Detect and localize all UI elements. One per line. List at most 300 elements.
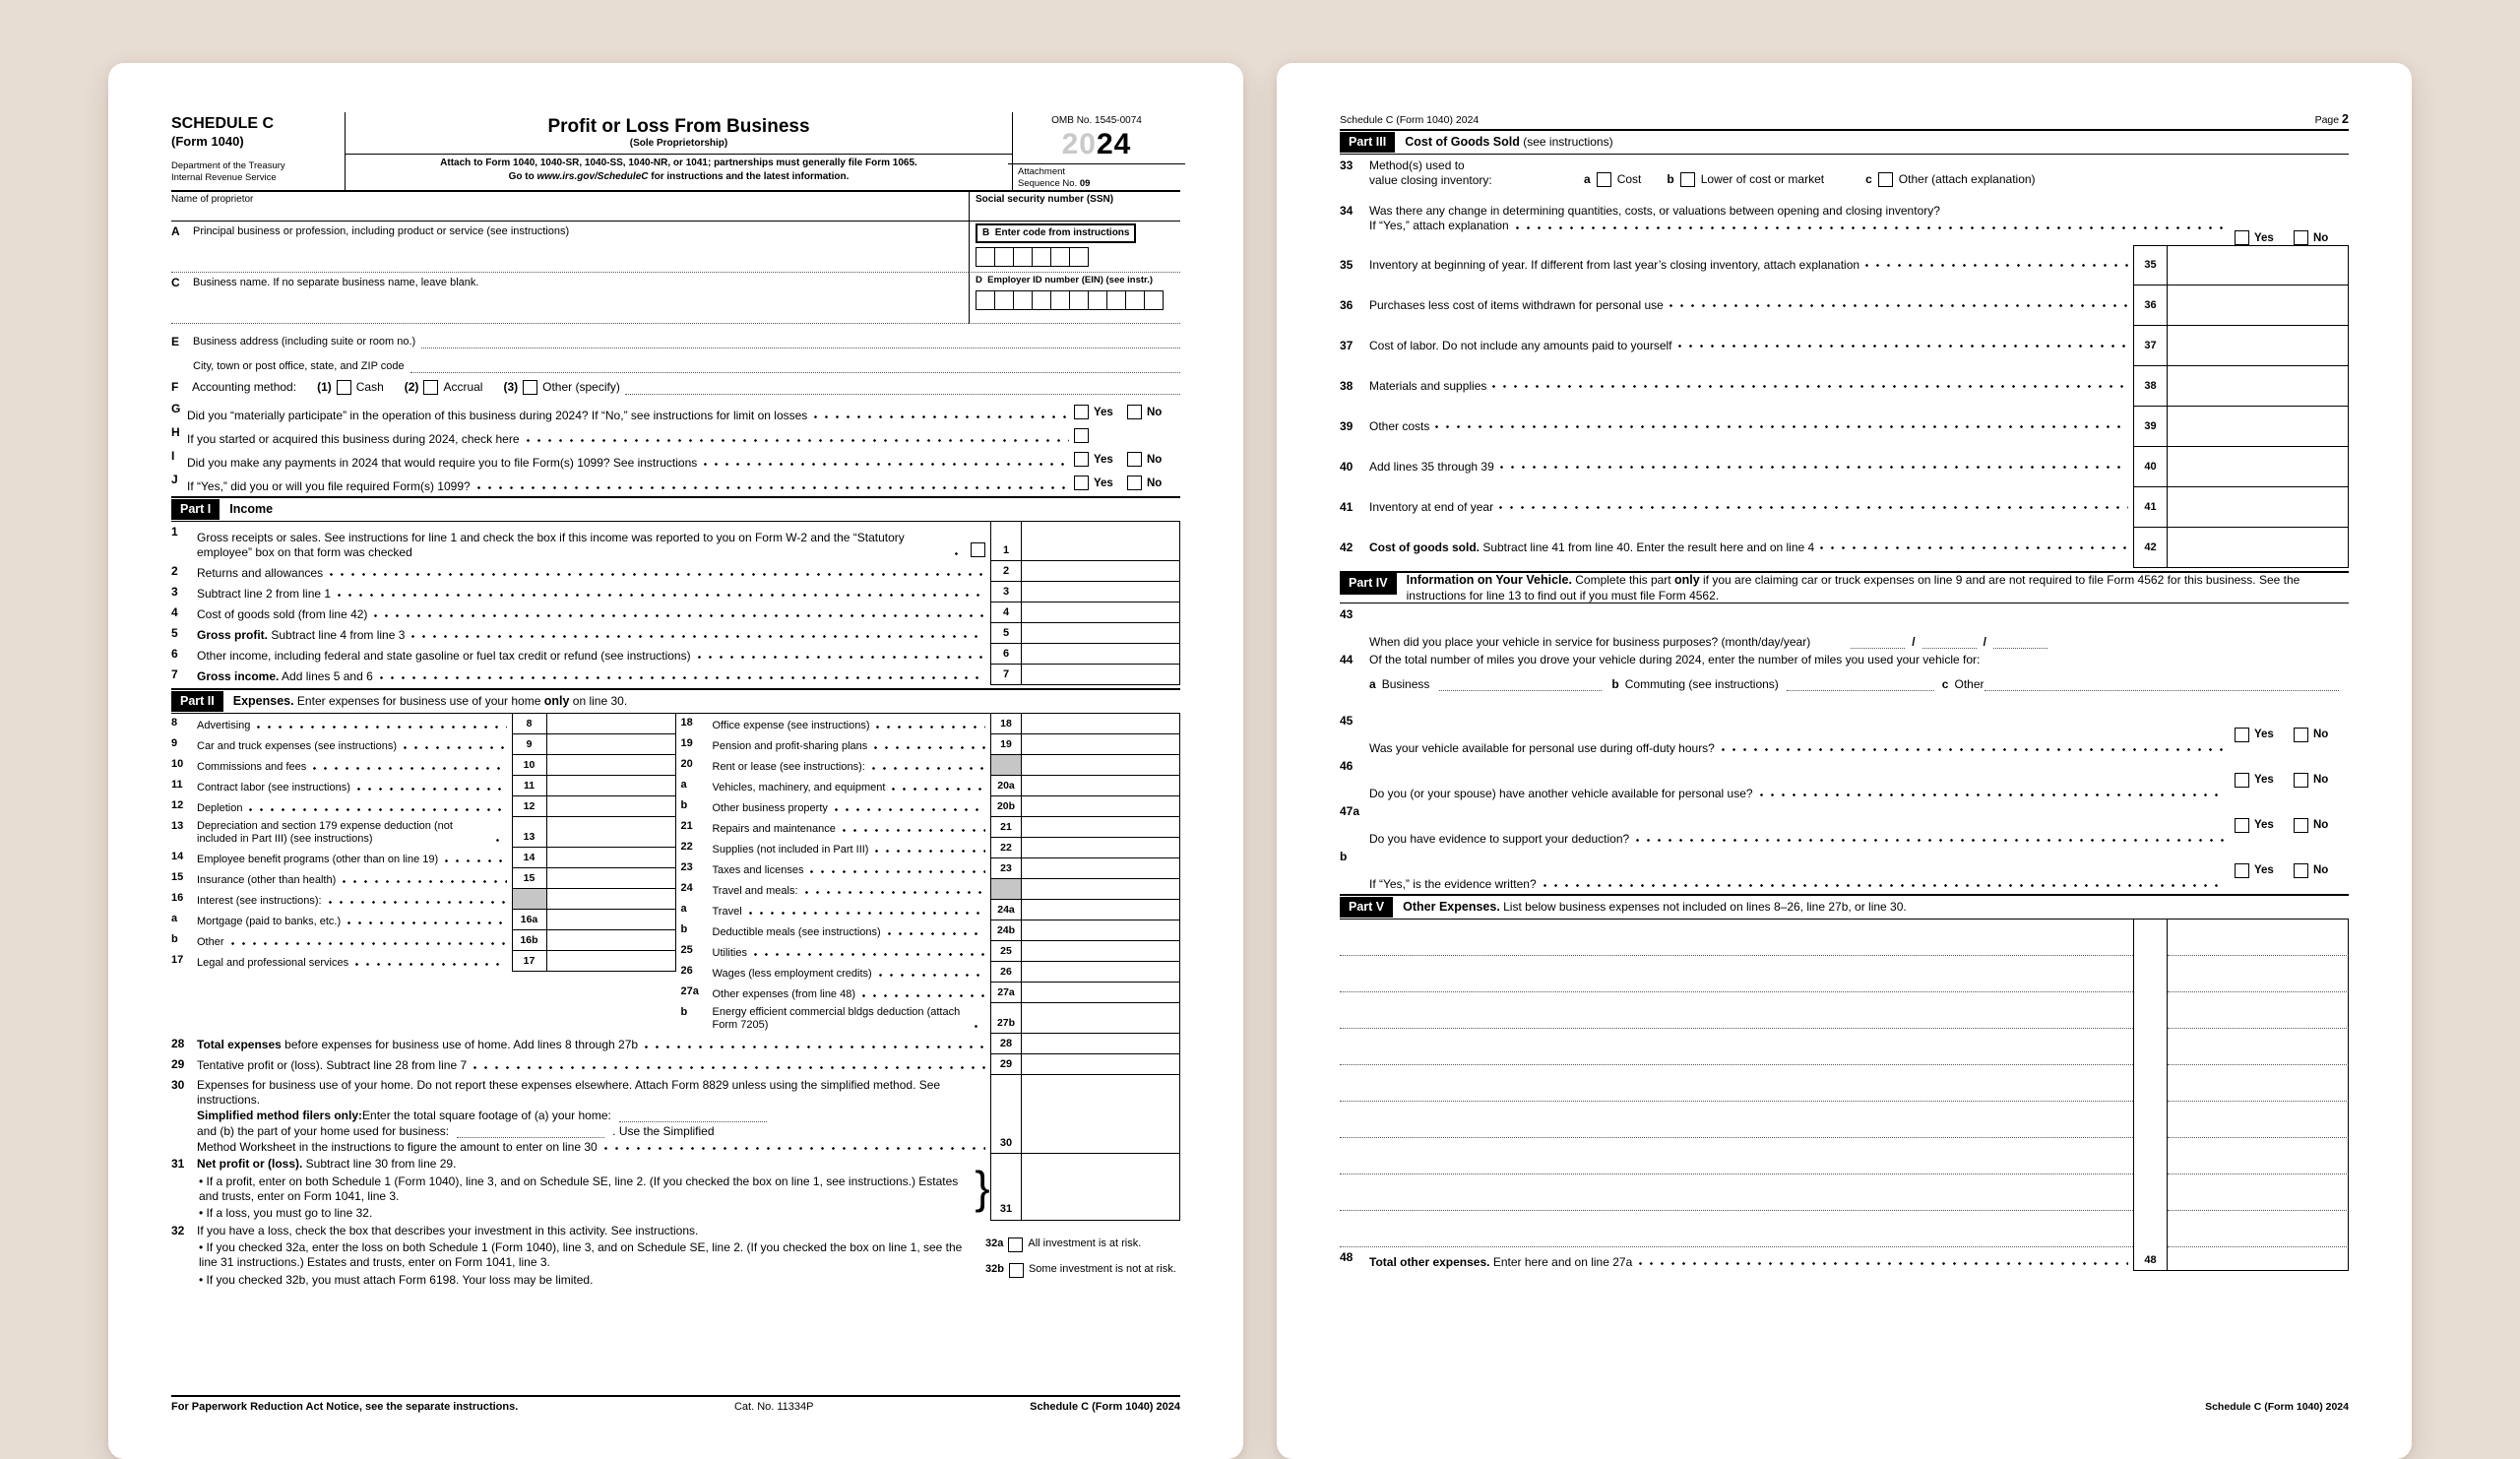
expense-line-number: b [680, 923, 688, 936]
expense-row [676, 714, 1181, 734]
amount-field[interactable] [2168, 326, 2349, 366]
expense-amount-field[interactable] [547, 910, 676, 930]
other-expense-description-field[interactable] [1340, 920, 2133, 956]
expense-label: Vehicles, machinery, and equipment [712, 782, 886, 794]
ein-digit-cell[interactable] [1050, 290, 1070, 310]
expense-label: Repairs and maintenance [712, 823, 836, 836]
line-cell: 36 [2133, 285, 2168, 326]
line-34-yes-checkbox[interactable] [2235, 230, 2249, 245]
attach-instruction: Attach to Form 1040, 1040-SR, 1040-SS, 1040-NR, or 1041; partnerships must generally file Form 1065. [346, 154, 1012, 169]
expense-line-number: b [680, 1006, 688, 1019]
expenses-left-column [171, 714, 676, 1034]
line-label: Purchases less cost of items withdrawn for personal use [1369, 298, 1664, 313]
business-square-footage-field[interactable] [457, 1124, 604, 1138]
expense-label: Other expenses (from line 48) [712, 988, 856, 1001]
yes-checkbox[interactable] [2235, 773, 2249, 788]
lower-of-cost-label: Lower of cost or market [1700, 171, 1825, 186]
expense-line-number: b [171, 933, 178, 946]
line-number: b [1340, 850, 1348, 864]
line-label: Cost of goods sold. Subtract line 41 from line 40. Enter the result here and on line 4 [1369, 540, 1815, 555]
expense-row [171, 755, 676, 776]
expense-row [171, 910, 676, 930]
expense-line-number: 16 [171, 892, 184, 905]
ein-digit-cell[interactable] [1032, 290, 1051, 310]
expense-amount-field[interactable] [547, 951, 676, 972]
line-1-row [171, 522, 1180, 561]
other-expense-amount-field[interactable] [2168, 1211, 2349, 1247]
other-expense-amount-field[interactable] [2168, 1029, 2349, 1065]
other-expense-description-field[interactable] [1340, 1138, 2133, 1174]
code-digit-cell[interactable] [1032, 247, 1051, 267]
expense-line-number: 11 [171, 779, 183, 792]
expense-row [676, 900, 1181, 920]
other-expense-description-field[interactable] [1340, 1065, 2133, 1102]
amount-field[interactable] [1022, 561, 1180, 582]
line-32-bullet-2: • If you checked 32b, you must attach Form 6198. Your loss may be limited. [199, 1272, 594, 1287]
other-miles-field[interactable] [1984, 677, 2340, 691]
code-digit-cell[interactable] [1050, 247, 1070, 267]
expense-line-number: a [680, 779, 687, 792]
line-32-label: If you have a loss, check the box that describes your investment in this activity. See instructions. [197, 1223, 699, 1237]
all-investment-at-risk-checkbox[interactable] [1008, 1237, 1023, 1252]
cogs-line-row [1340, 487, 2349, 528]
line-E-number: E [171, 334, 180, 349]
line-1-cell: 1 [990, 522, 1022, 561]
line-J-row: J If “Yes,” did you or will you file required Form(s) 1099? Yes No [171, 473, 1163, 493]
income-line-row [171, 623, 1180, 644]
line-I-no-checkbox[interactable] [1127, 452, 1142, 467]
no-checkbox[interactable] [2294, 773, 2308, 788]
line-label: Subtract line 2 from line 1 [197, 586, 332, 601]
expense-amount-field[interactable] [1022, 838, 1180, 858]
other-valuation-checkbox[interactable] [1878, 172, 1893, 187]
irs-label: Internal Revenue Service [171, 172, 277, 184]
expense-cell: 9 [512, 734, 547, 755]
line-I-row: I Did you make any payments in 2024 that would require you to file Form(s) 1099? See instructions Yes No [171, 449, 1163, 470]
vehicle-service-day-field[interactable] [1922, 635, 1977, 649]
part-1-title: Income [229, 502, 274, 516]
other-method-specify-field[interactable] [625, 380, 1180, 395]
amount-field[interactable] [1022, 582, 1180, 603]
home-square-footage-field[interactable] [619, 1109, 767, 1122]
city-state-zip-label: City, town or post office, state, and ZIP code [193, 359, 405, 372]
other-expense-description-field[interactable] [1340, 1174, 2133, 1211]
income-line-row [171, 644, 1180, 665]
line-34-number: 34 [1340, 204, 1354, 219]
code-digit-cell[interactable] [976, 247, 995, 267]
line-label: Cost of goods sold (from line 42) [197, 606, 368, 621]
line-31-number: 31 [171, 1157, 185, 1172]
expense-line-number: 24 [680, 882, 693, 895]
expense-line-number: a [680, 903, 687, 916]
expense-amount-field[interactable] [1022, 817, 1180, 838]
amount-field[interactable] [2168, 285, 2349, 326]
goto-instruction: Go to www.irs.gov/ScheduleC for instructions and the latest information. [508, 170, 850, 182]
line-44-label: Of the total number of miles you drove your vehicle during 2024, enter the number of miles you used your vehicle for: [1369, 653, 1981, 667]
expense-amount-field[interactable] [1022, 983, 1180, 1003]
vehicle-service-month-field[interactable] [1851, 635, 1905, 649]
ein-digit-cell[interactable] [1106, 290, 1126, 310]
catalog-number: Cat. No. 11334P [733, 1400, 814, 1413]
expense-line-number: 15 [171, 871, 184, 884]
line-30-paragraph: Expenses for business use of your home. Do not report these expenses elsewhere. Attach Form 8829 unless using the simplified method. See instructions. [197, 1078, 941, 1107]
expense-amount-field[interactable] [547, 755, 676, 776]
expense-cell: 12 [512, 796, 547, 817]
all-investment-at-risk-label: All investment is at risk. [1028, 1237, 1142, 1249]
expense-line-number: 23 [680, 861, 693, 874]
amount-field[interactable] [2168, 245, 2349, 285]
other-method-label: Other (specify) [542, 380, 620, 395]
expense-label: Depletion [197, 802, 243, 815]
expense-amount-field[interactable] [1022, 1003, 1180, 1034]
business-address-field[interactable] [421, 334, 1180, 349]
expense-amount-field[interactable] [1022, 879, 1180, 900]
expense-amount-field[interactable] [547, 848, 676, 868]
line-number: 28 [171, 1037, 185, 1051]
line-32-row [171, 1221, 1180, 1297]
commuting-miles-field[interactable] [1787, 677, 1934, 691]
expense-row [171, 714, 676, 734]
expense-amount-field[interactable] [547, 734, 676, 755]
yes-checkbox[interactable] [2235, 728, 2249, 742]
expense-line-number: a [171, 913, 178, 925]
line-label: Inventory at end of year [1369, 500, 1494, 515]
amount-field[interactable] [1022, 1054, 1180, 1075]
line-43-label: When did you place your vehicle in service for business purposes? (month/day/year) [1369, 634, 1811, 649]
part-2-header: Part II Expenses. Enter expenses for business use of your home only on line 30. [171, 688, 1180, 714]
expense-line-number: 26 [680, 965, 693, 978]
line-J-number: J [171, 473, 178, 487]
expense-amount-field[interactable] [1022, 941, 1180, 962]
ein-digit-cell[interactable] [994, 290, 1014, 310]
attachment-sequence: Attachment Sequence No. 09 [1008, 163, 1185, 190]
line-B-block [969, 222, 1180, 273]
line-H-number: H [171, 425, 180, 440]
expense-line-number: 12 [171, 799, 184, 812]
expense-cell: 21 [990, 817, 1022, 838]
amount-field[interactable] [2168, 407, 2349, 447]
expense-amount-field[interactable] [1022, 900, 1180, 920]
line-cell: 42 [2133, 528, 2168, 568]
line-E-label: Business address (including suite or room no.) [193, 335, 416, 348]
other-expense-amount-field[interactable] [2168, 1138, 2349, 1174]
line-31-bullet-1: • If a profit, enter on both Schedule 1 (Form 1040), line 3, and on Schedule SE, line 2. (If you checked the box on line 1, see instructions.) Estates and trusts, enter on Form 1041, line 3. [199, 1174, 959, 1203]
expense-line-number: 17 [171, 954, 184, 967]
line-number: 35 [1340, 258, 1354, 273]
schedule-c-label: SCHEDULE C [171, 115, 275, 132]
statutory-employee-checkbox[interactable] [971, 542, 985, 557]
expense-cell: 17 [512, 951, 547, 972]
line-44-number: 44 [1340, 653, 1354, 667]
accrual-label: Accrual [443, 380, 483, 395]
line-number: 2 [171, 564, 178, 579]
line-48-amount-field[interactable] [2168, 1247, 2349, 1271]
line-F-row: F Accounting method: (1) Cash (2) Accrual (3) Other (specify) [171, 373, 1180, 399]
total-lines [171, 1034, 1180, 1075]
expense-line-number: b [680, 799, 688, 812]
expense-line-number: 20 [680, 758, 693, 771]
part-3-tag: Part III [1340, 132, 1395, 153]
expense-amount-field[interactable] [547, 930, 676, 951]
page-1-footer [171, 1395, 1180, 1414]
expense-cell: 27b [990, 1003, 1022, 1034]
amount-field[interactable] [1022, 623, 1180, 644]
ein-digit-cell[interactable] [1088, 290, 1107, 310]
other-expense-blank-row [1340, 1065, 2349, 1102]
yes-checkbox[interactable] [2235, 863, 2249, 878]
part-1-header [171, 496, 1180, 522]
expense-label: Other business property [712, 802, 828, 815]
no-checkbox[interactable] [2294, 863, 2308, 878]
expense-row [676, 962, 1181, 983]
line-31-amount-field[interactable] [1022, 1154, 1180, 1221]
expense-amount-field[interactable] [1022, 962, 1180, 983]
accrual-method-checkbox[interactable] [423, 380, 438, 395]
line-E-city-row [171, 349, 1180, 373]
some-investment-not-at-risk-checkbox[interactable] [1009, 1263, 1024, 1278]
cogs-line-row [1340, 326, 2349, 366]
ein-cells [976, 290, 1180, 310]
line-H-checkbox[interactable] [1074, 428, 1089, 443]
amount-field[interactable] [2168, 447, 2349, 487]
question-label: Was your vehicle available for personal use during off-duty hours? [1369, 740, 1715, 755]
expense-amount-field[interactable] [547, 889, 676, 910]
other-expense-amount-field[interactable] [2168, 1102, 2349, 1138]
expense-cell: 15 [512, 868, 547, 889]
vehicle-questions [1340, 710, 2349, 891]
income-lines [171, 561, 1180, 685]
line-I-number: I [171, 449, 175, 464]
line-30-amount-field[interactable] [1022, 1075, 1180, 1154]
line-number: 36 [1340, 298, 1354, 313]
expense-cell: 20a [990, 776, 1022, 796]
expense-cell: 26 [990, 962, 1022, 983]
expense-amount-field[interactable] [1022, 776, 1180, 796]
ein-digit-cell[interactable] [1013, 290, 1033, 310]
code-digit-cell[interactable] [994, 247, 1014, 267]
page-title: Profit or Loss From Business [547, 116, 810, 137]
ein-label: D Employer ID number (EIN) (see instr.) [976, 275, 1154, 286]
income-line-row [171, 561, 1180, 582]
expense-row [171, 817, 676, 848]
some-investment-not-at-risk-label: Some investment is not at risk. [1028, 1262, 1176, 1275]
other-expense-description-field[interactable] [1340, 956, 2133, 992]
line-J-yes-checkbox[interactable] [1074, 476, 1089, 490]
expense-line-number: 25 [680, 944, 693, 957]
line-number: 41 [1340, 500, 1354, 515]
other-expense-amount-field[interactable] [2168, 920, 2349, 956]
expense-row [676, 796, 1181, 817]
business-miles-field[interactable] [1439, 677, 1602, 691]
line-D-block [969, 273, 1180, 324]
commuting-miles-label: Commuting (see instructions) [1624, 676, 1779, 691]
line-1-number: 1 [171, 525, 178, 539]
line-J-no-checkbox[interactable] [1127, 476, 1142, 490]
line-C-number: C [171, 276, 180, 290]
line-A-number: A [171, 224, 180, 239]
expense-cell: 13 [512, 817, 547, 848]
expenses-right-column [676, 714, 1181, 1034]
expense-amount-field[interactable] [547, 868, 676, 889]
name-of-proprietor-field[interactable]: Name of proprietor [171, 193, 254, 205]
expense-amount-field[interactable] [547, 776, 676, 796]
expense-amount-field[interactable] [547, 796, 676, 817]
line-31-cell: 31 [990, 1154, 1022, 1221]
total-line-row [171, 1034, 1180, 1054]
amount-field[interactable] [1022, 644, 1180, 665]
cost-method-checkbox[interactable] [1597, 172, 1611, 187]
line-G-number: G [171, 402, 181, 416]
line-34-no-checkbox[interactable] [2294, 230, 2308, 245]
form-subtitle: (Sole Proprietorship) [629, 138, 728, 150]
income-line-row [171, 665, 1180, 685]
other-expense-description-field[interactable] [1340, 1211, 2133, 1247]
yes-checkbox[interactable] [2235, 818, 2249, 833]
expense-amount-field[interactable] [547, 714, 676, 734]
line-G-no-checkbox[interactable] [1127, 405, 1142, 419]
question-label: Do you have evidence to support your deduction? [1369, 831, 1630, 846]
expense-label: Travel and meals: [712, 885, 798, 898]
expense-amount-field[interactable] [1022, 714, 1180, 734]
expense-row [676, 776, 1181, 796]
line-cell: 37 [2133, 326, 2168, 366]
line-cell: 28 [990, 1034, 1022, 1054]
ssn-field[interactable]: Social security number (SSN) [969, 192, 1180, 221]
line-cell: 6 [990, 644, 1022, 665]
expense-cell [512, 889, 547, 910]
expense-line-number: 18 [680, 717, 693, 730]
expense-row [676, 983, 1181, 1003]
schedule-c-page-1 [108, 63, 1243, 1459]
expense-label: Taxes and licenses [712, 864, 804, 877]
no-checkbox[interactable] [2294, 818, 2308, 833]
expense-label: Depreciation and section 179 expense deduction (not included in Part III) (see instructions) [197, 820, 453, 846]
amount-field[interactable] [1022, 665, 1180, 685]
expense-cell: 14 [512, 848, 547, 868]
at-risk-options: 32a All investment is at risk. 32b Some investment is not at risk. [979, 1224, 1180, 1297]
line-34-label: Was there any change in determining quantities, costs, or valuations between opening and closing inventory? [1369, 204, 1940, 219]
other-expense-description-field[interactable] [1340, 1102, 2133, 1138]
line-31-bullet-2: • If a loss, you must go to line 32. [199, 1206, 373, 1221]
other-expense-amount-field[interactable] [2168, 1065, 2349, 1102]
code-digit-cell[interactable] [1013, 247, 1033, 267]
ein-digit-cell[interactable] [1069, 290, 1089, 310]
other-method-checkbox[interactable] [523, 380, 537, 395]
form-id-block [171, 112, 345, 190]
other-expense-amount-field[interactable] [2168, 1174, 2349, 1211]
expense-label: Other [197, 936, 224, 949]
cash-method-checkbox[interactable] [337, 380, 351, 395]
expense-amount-field[interactable] [1022, 858, 1180, 879]
line-A-field[interactable] [171, 222, 969, 273]
line-number: 37 [1340, 339, 1354, 353]
ein-digit-cell[interactable] [1144, 290, 1164, 310]
part-2-tag: Part II [171, 691, 223, 712]
expense-label: Legal and professional services [197, 957, 349, 970]
line-C-field[interactable] [171, 273, 969, 324]
expense-label: Supplies (not included in Part III) [712, 844, 869, 856]
other-expense-blank-row [1340, 1138, 2349, 1174]
expense-cell: 27a [990, 983, 1022, 1003]
ein-digit-cell[interactable] [1125, 290, 1145, 310]
city-state-zip-field[interactable] [410, 358, 1180, 373]
vehicle-question-row: b If “Yes,” is the evidence written? Yes No [1340, 850, 2329, 891]
question-label: If “Yes,” is the evidence written? [1369, 876, 1537, 891]
expense-line-number: 9 [171, 737, 178, 750]
cash-label: Cash [355, 380, 384, 395]
expense-amount-field[interactable] [1022, 755, 1180, 776]
cogs-line-row [1340, 245, 2349, 285]
line-43-row: 43 When did you place your vehicle in service for business purposes? (month/day/year) / / [1340, 603, 2349, 649]
page-2-footer [1340, 1395, 2349, 1414]
line-30-cell: 30 [990, 1075, 1022, 1154]
line-cell: 35 [2133, 245, 2168, 285]
other-expense-amount-field[interactable] [2168, 992, 2349, 1029]
vehicle-service-year-field[interactable] [1993, 635, 2048, 649]
no-checkbox[interactable] [2294, 728, 2308, 742]
amount-field[interactable] [1022, 1034, 1180, 1054]
expense-cell: 16a [512, 910, 547, 930]
line-label: Other income, including federal and state gasoline or fuel tax credit or refund (see instructions) [197, 648, 691, 663]
code-digit-cell[interactable] [1069, 247, 1089, 267]
expense-label: Mortgage (paid to banks, etc.) [197, 916, 342, 928]
expense-amount-field[interactable] [547, 817, 676, 848]
vehicle-question-row: 47a Do you have evidence to support your deduction? Yes No [1340, 804, 2329, 846]
expense-line-number: 19 [680, 737, 693, 750]
line-label: Add lines 35 through 39 [1369, 460, 1494, 475]
expense-amount-field[interactable] [1022, 734, 1180, 755]
line-1-amount-field[interactable] [1022, 522, 1180, 561]
part-5-tag: Part V [1340, 897, 1393, 918]
other-expense-description-field[interactable] [1340, 992, 2133, 1029]
cost-label: Cost [1616, 171, 1642, 186]
expense-row [676, 1003, 1181, 1034]
cogs-lines [1340, 245, 2349, 568]
expense-cell: 22 [990, 838, 1022, 858]
business-miles-label: Business [1381, 676, 1430, 691]
expense-amount-field[interactable] [1022, 920, 1180, 941]
amount-field[interactable] [1022, 603, 1180, 623]
expense-row [676, 920, 1181, 941]
other-expense-description-field[interactable] [1340, 1029, 2133, 1065]
line-33-row: 33 Method(s) used to value closing inventory: a Cost b Lower of cost or market c Other (attach explanation) [1340, 155, 2349, 200]
expense-row [171, 776, 676, 796]
expense-amount-field[interactable] [1022, 796, 1180, 817]
page-2-form-title: Schedule C (Form 1040) 2024 [1340, 114, 1480, 127]
line-number: 4 [171, 605, 178, 620]
line-I-label: Did you make any payments in 2024 that would require you to file Form(s) 1099? See instructions [187, 455, 698, 470]
line-I-yes-checkbox[interactable] [1074, 452, 1089, 467]
line-48-number: 48 [1340, 1250, 1354, 1265]
expense-line-number: 14 [171, 851, 184, 863]
amount-field[interactable] [2168, 528, 2349, 568]
proprietor-row [171, 190, 1180, 221]
expense-cell: 19 [990, 734, 1022, 755]
expense-cell: 8 [512, 714, 547, 734]
other-expense-amount-field[interactable] [2168, 956, 2349, 992]
line-31-brace: } [975, 1162, 990, 1213]
lower-of-cost-checkbox[interactable] [1680, 172, 1695, 187]
amount-field[interactable] [2168, 487, 2349, 528]
line-48-cell: 48 [2133, 1247, 2168, 1271]
line-cell: 2 [990, 561, 1022, 582]
part-5-header: Part V Other Expenses. List below business expenses not included on lines 8–26, line 27b, or line 30. [1340, 894, 2349, 920]
line-30-number: 30 [171, 1078, 185, 1093]
amount-field[interactable] [2168, 366, 2349, 407]
ein-digit-cell[interactable] [976, 290, 995, 310]
other-expense-blank-row [1340, 992, 2349, 1029]
line-G-yes-checkbox[interactable] [1074, 405, 1089, 419]
